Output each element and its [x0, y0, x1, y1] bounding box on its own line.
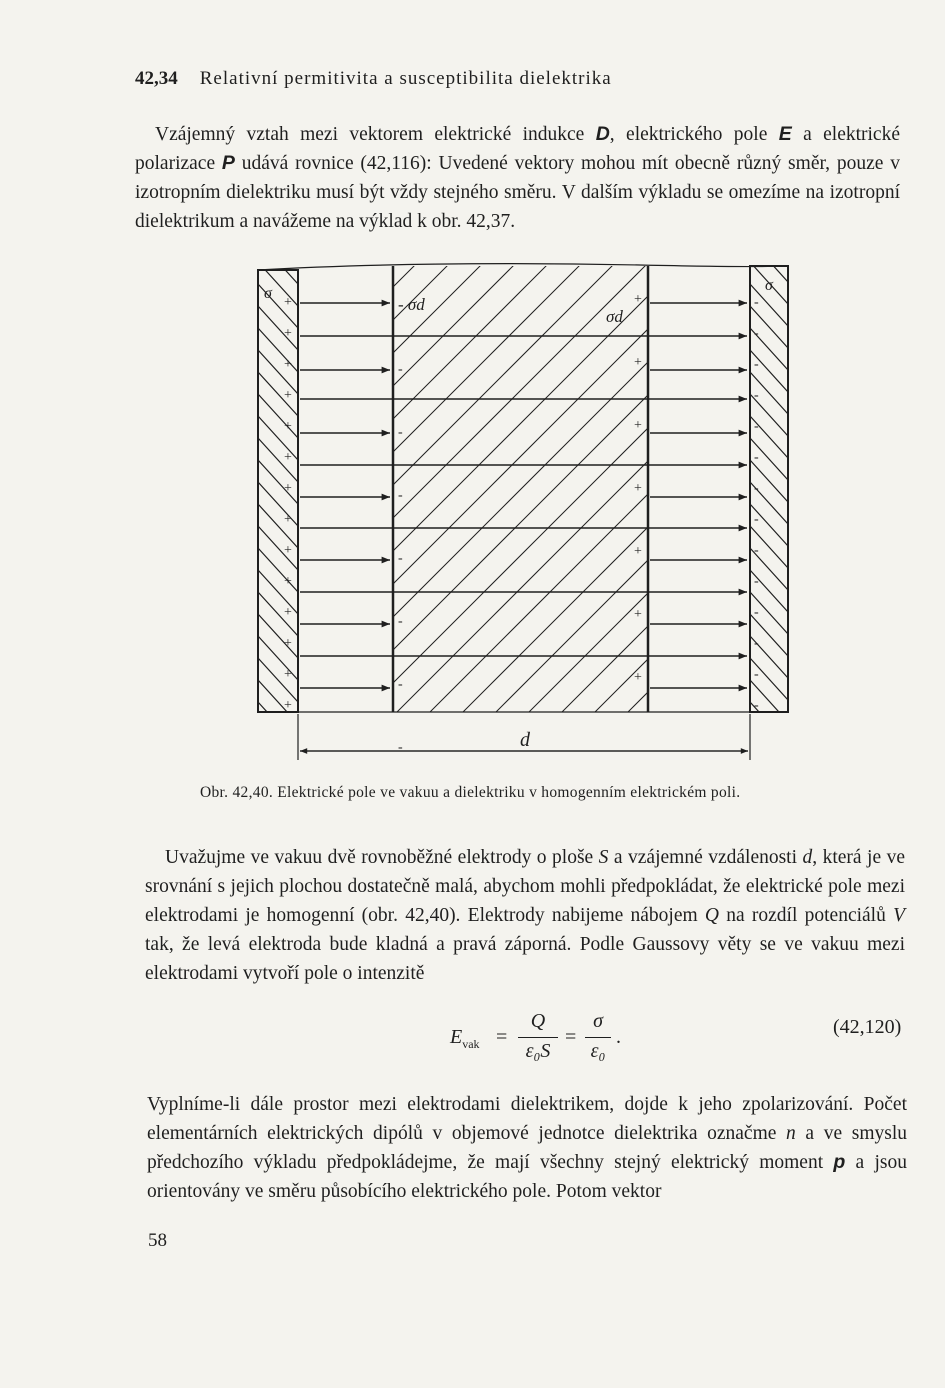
plus-charge: + [284, 357, 292, 372]
eq-period: . [616, 1026, 621, 1048]
minus-charge: - [754, 450, 759, 465]
plus-charge: + [284, 543, 292, 558]
plus-charge: + [284, 512, 292, 527]
label-sigma-d-positive: σd [606, 307, 623, 326]
label-sigma-left: σ [264, 285, 272, 302]
page-number: 58 [148, 1230, 167, 1251]
text-run: , elektrického pole [609, 124, 779, 145]
plus-charge: + [284, 667, 292, 682]
minus-charge: - [754, 388, 759, 403]
text-run: tak, že levá elektroda bude kladná a pravá záporná. Podle Gaussovy věty se ve vakuu mezi elektrodami vytvoří pole o intenzitě [145, 934, 905, 984]
equation-42-120 [450, 1008, 650, 1068]
plus-charge: + [284, 295, 292, 310]
vector-E: E [778, 123, 792, 145]
plus-charge: + [284, 605, 292, 620]
minus-charge: - [754, 543, 759, 558]
minus-charge: - [754, 326, 759, 341]
minus-charge: - [754, 295, 759, 310]
eq-denominator-eps0: ε₀ [590, 1040, 606, 1062]
minus-charge: - [398, 488, 403, 503]
plus-charge: + [634, 607, 642, 622]
text-run: a vzájemné vzdálenosti [608, 847, 803, 868]
vector-D: D [595, 123, 610, 145]
text-run: a jsou orientovány ve směru působícího elektrického pole. Potom vektor [147, 1152, 907, 1202]
figure-caption: Obr. 42,40. Elektrické pole ve vakuu a dielektriku v homogenním elektrickém poli. [200, 784, 741, 801]
section-title: Relativní permitivita a susceptibilita dielektrika [199, 68, 612, 89]
plus-charge: + [284, 388, 292, 403]
minus-charge: - [398, 677, 403, 692]
equation-number: (42,120) [833, 1016, 902, 1038]
minus-charge: - [398, 551, 403, 566]
minus-charge: - [754, 512, 759, 527]
plus-charge: + [634, 292, 642, 307]
plus-charge: + [284, 698, 292, 713]
minus-charge: - [754, 605, 759, 620]
eq-lhs-subscript: vak [462, 1037, 480, 1051]
vector-P: P [221, 152, 235, 174]
symbol-V: V [893, 905, 906, 926]
figure-field-diagram [240, 258, 800, 768]
text-run: udává rovnice (42,116): Uvedené vektory mohou mít obecně různý směr, pouze v izotropním dielektriku musí být vždy stejného směru. V dalším výkladu se omezíme na izotropní dielektrikum a navážeme na výklad k obr. 42,37. [135, 153, 900, 232]
text-run: a elektrické polarizace [135, 124, 900, 174]
plus-charge: + [284, 326, 292, 341]
dielectric-slab [393, 258, 648, 768]
section-number: 42,34 [135, 68, 178, 89]
minus-charge: - [754, 574, 759, 589]
minus-charge: - [754, 357, 759, 372]
plus-charge: + [284, 636, 292, 651]
eq-sign: = [565, 1026, 577, 1048]
minus-charge: - [398, 362, 403, 377]
left-electrode [258, 258, 298, 768]
plus-charge: + [634, 670, 642, 685]
paragraph-polarization [147, 1090, 907, 1206]
eq-denominator-eps0S: ε₀S [525, 1040, 551, 1062]
symbol-Q: Q [704, 905, 720, 926]
text-run: Vzájemný vztah mezi vektorem elektrické indukce [155, 124, 596, 145]
plus-charge: + [634, 355, 642, 370]
text-run: na rozdíl potenciálů [719, 905, 894, 926]
text-run: Uvažujme ve vakuu dvě rovnoběžné elektrody o ploše [165, 847, 599, 868]
minus-charge: - [754, 419, 759, 434]
symbol-n: n [786, 1123, 796, 1144]
plus-charge: + [284, 419, 292, 434]
eq-sign: = [496, 1026, 508, 1048]
label-sigma-d-negative: - σd [398, 295, 425, 314]
plus-charge: + [284, 574, 292, 589]
symbol-S: S [598, 847, 609, 868]
minus-charge: - [754, 481, 759, 496]
plus-charge: + [634, 544, 642, 559]
minus-charge: - [754, 698, 759, 713]
section-header [135, 68, 775, 90]
plus-charge: + [284, 481, 292, 496]
minus-charge: - [398, 740, 403, 755]
vector-p: p [833, 1151, 846, 1173]
plus-charge: + [634, 418, 642, 433]
eq-lhs: E [450, 1026, 463, 1048]
text-run: Vyplníme-li dále prostor mezi elektrodami dielektrikem, dojde k jeho zpolarizování. Počet elementárních elektrických dipólů v objemové jednotce dielektrika označme [147, 1094, 907, 1144]
label-sigma-right: σ [765, 277, 773, 294]
paragraph-intro [135, 120, 900, 236]
minus-charge: - [754, 667, 759, 682]
minus-charge: - [398, 425, 403, 440]
distance-label: d [520, 729, 530, 751]
eq-numerator-sigma: σ [593, 1010, 603, 1032]
eq-numerator-Q: Q [530, 1010, 546, 1032]
plus-charge: + [634, 481, 642, 496]
symbol-d: d [802, 847, 813, 868]
text-run: a ve smyslu předchozího výkladu předpokládejme, že mají všechny stejný elektrický moment [147, 1123, 907, 1173]
plus-charge: + [284, 450, 292, 465]
top-edge [258, 264, 788, 270]
minus-charge: - [754, 636, 759, 651]
paragraph-electrodes [145, 843, 905, 988]
text-run: , která je ve srovnání s jejich plochou dostatečně malá, abychom mohli předpokládat, že elektrické pole mezi elektrodami je homogenní (obr. 42,40). Elektrody nabijeme nábojem [145, 847, 906, 926]
minus-charge: - [398, 614, 403, 629]
